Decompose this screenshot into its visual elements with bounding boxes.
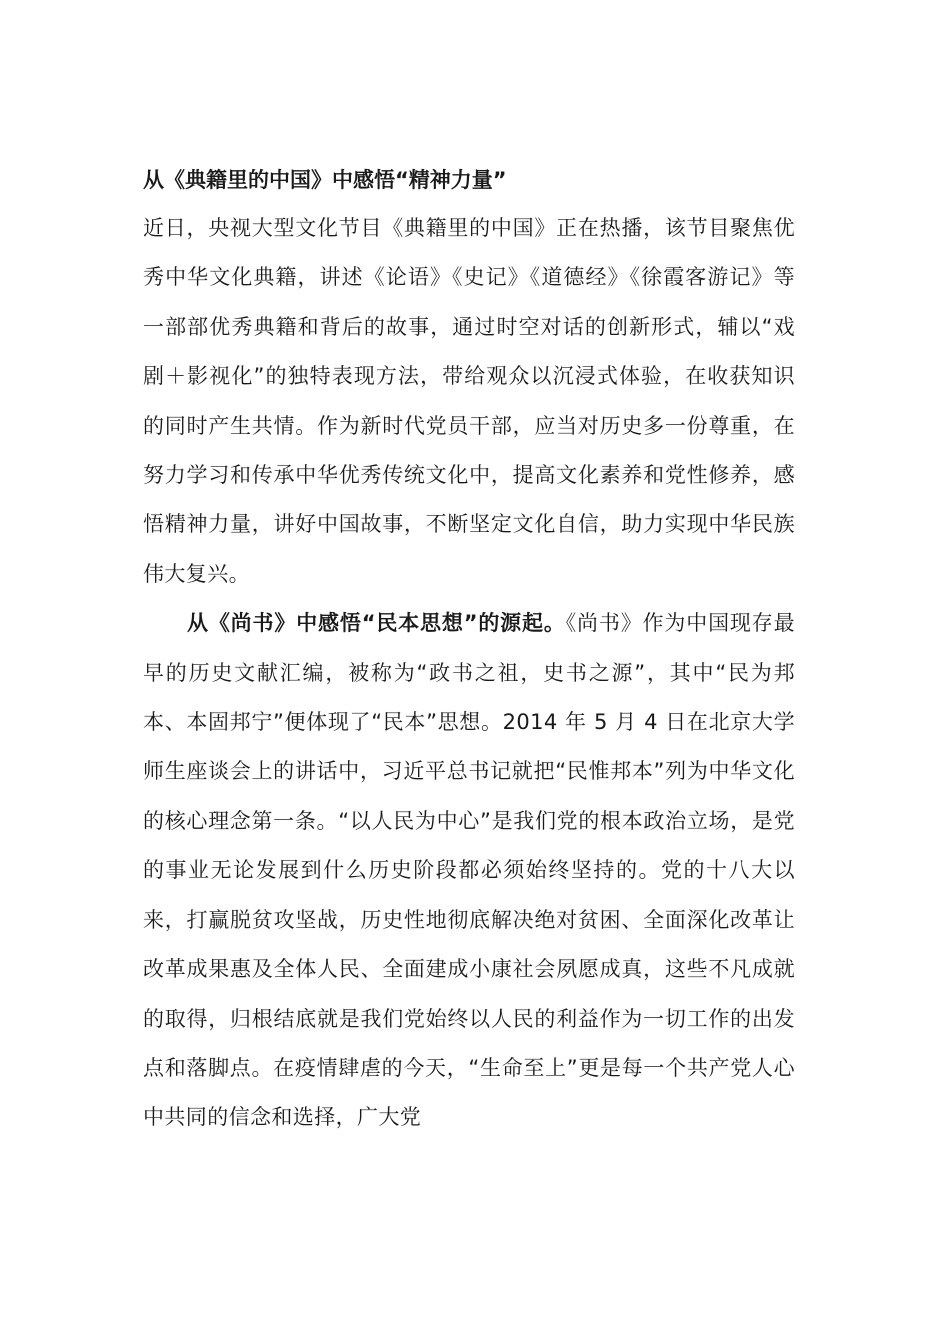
document-title: 从《典籍里的中国》中感悟“精神力量” [143,168,507,192]
section1-lead: 从《尚书》中感悟“民本思想”的源起。 [187,611,566,636]
document-page [143,164,795,1143]
section1-body: 《尚书》作为中国现存最早的历史文献汇编，被称为“政书之祖，史书之源”，其中“民为邦本、本固邦宁”便体现了“民本”思想。2014 年 5 月 4 日在北京大学师生座谈会上的讲话中，习近平总书记就把“民惟邦本”列为中华文化的核心理念第一条。“以人民为中心”是我们党的根本政治立场，是党的事业无论发展到什么历史阶段都必须始终坚持的。党的十八大以来，打赢脱贫攻坚战，历史性地彻底解决绝对贫困、全面深化改革让改革成果惠及全体人民、全面建成小康社会夙愿成真，这些不凡成就的取得，归根结底就是我们党始终以人民的利益作为一切工作的出发点和落脚点。在疫情肆虐的今天，“生命至上”更是每一个共产党人心中共同的信念和选择，广大党 [143,611,795,1130]
intro-paragraph: 近日，央视大型文化节目《典籍里的中国》正在热播，该节目聚焦优秀中华文化典籍，讲述《论语》《史记》《道德经》《徐霞客游记》等一部部优秀典籍和背后的故事，通过时空对话的创新形式，辅以“戏剧＋影视化”的独特表现方法，带给观众以沉浸式体验，在收获知识的同时产生共情。作为新时代党员干部，应当对历史多一份尊重，在努力学习和传承中华优秀传统文化中，提高文化素养和党性修养，感悟精神力量，讲好中国故事，不断坚定文化自信，助力实现中华民族伟大复兴。 [143,216,795,586]
section1-paragraph [143,599,795,1142]
